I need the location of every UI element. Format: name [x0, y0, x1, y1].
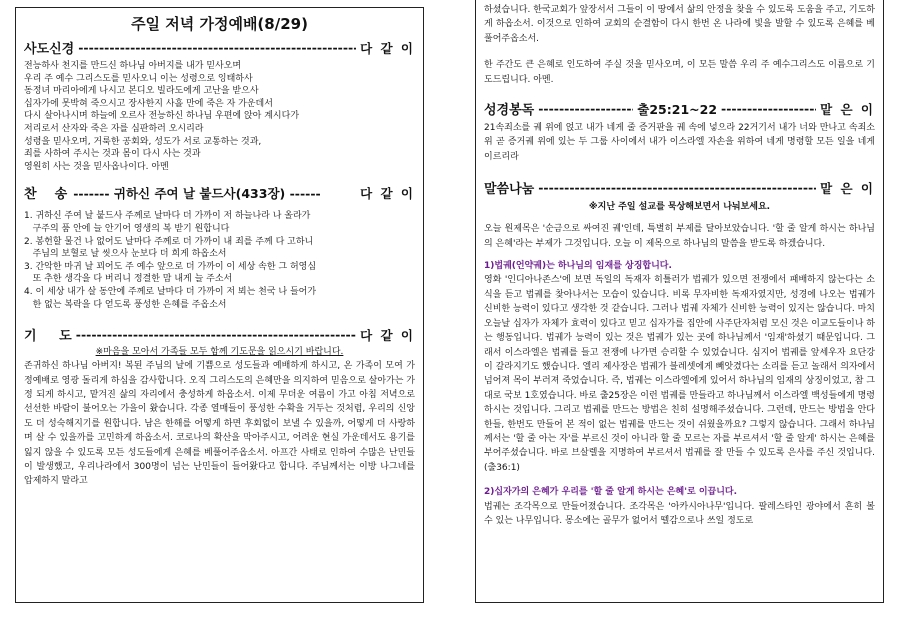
creed-line: 저리로서 산자와 죽은 자를 심판하러 오시리라 [24, 123, 204, 134]
sharing-title: 말씀나눔 [484, 182, 535, 198]
prayer-note: ※마음을 모아서 가족들 모두 함께 기도문을 읽으시기 바랍니다. [95, 347, 344, 358]
hymn-name: ------- 귀하신 주여 날 붙드사(433장) ------ [73, 185, 321, 201]
point-2-heading: 2)십자가의 은혜가 우리를 '할 줄 알게 하시는 은혜'로 이끕니다. [484, 487, 738, 498]
hymn-line: 구주의 품 안에 늘 안기어 영생의 복 받기 원합니다 [24, 223, 230, 234]
hymn-role: 다 같 이 [360, 185, 415, 201]
hymn-line: 2. 봉헌할 물건 나 없어도 날마다 주께로 더 가까이 내 죄를 주께 다 고하니 [24, 236, 314, 247]
creed-title: 사도신경 [24, 42, 75, 57]
creed-line: 동정녀 마리아에게 나시고 본디오 빌라도에게 고난을 받으사 [24, 86, 259, 97]
reading-role: 맡 은 이 [820, 101, 875, 117]
heading-rule [76, 327, 356, 342]
prayer-continued: 하셨습니다. 한국교회가 앞장서서 그들이 이 땅에서 삶의 안정을 찾을 수 있도록 도움을 주고, 기도하게 하옵소서. 이것으로 인하여 교회의 순결함이 다시 한번 온 나라에 빛을 발할 수 있도록 은혜를 베풀어주옵소서. [484, 5, 875, 44]
point-1-heading: 1)법궤(언약궤)는 하나님의 임재를 상징합니다. [484, 261, 672, 272]
reading-title: 성경봉독 [484, 103, 535, 119]
hymn-line: 주님의 보혈로 날 씻으사 눈보다 더 희게 하옵소서 [24, 249, 227, 260]
sharing-role: 맡 은 이 [820, 180, 875, 196]
creed-line: 성령을 믿사오며, 거룩한 공회와, 성도가 서로 교통하는 것과, [24, 136, 262, 147]
creed-line: 우리 주 예수 그리스도를 믿사오니 이는 성령으로 잉태하사 [24, 73, 253, 84]
hymn-line: 한 없는 복락을 다 얻도록 풍성한 은혜를 주옵소서 [24, 299, 227, 310]
creed-line: 다시 살아나시며 하늘에 오르사 전능하신 하나님 우편에 앉아 계시다가 [24, 111, 300, 122]
hymn-title: 찬 송 [24, 187, 68, 203]
heading-rule [78, 40, 356, 55]
sharing-heading [484, 178, 875, 197]
page-title: 주일 저녁 가정예배(8/29) [131, 15, 308, 33]
creed-line: 십자가에 못박혀 죽으시고 장사한지 사흘 만에 죽은 자 가운데서 [24, 98, 273, 109]
prayer-heading [24, 325, 415, 344]
prayer-text: 존귀하신 하나님 아버지! 복된 주님의 날에 기쁨으로 성도들과 예배하게 하시고, 온 가족이 모여 가정예배로 영광 돌리게 하심을 감사합니다. 오직 그리스도의 은혜만을 의지하여 믿음으로 살아가는 가정 되게 하시고, 맡겨진 삶의 자리에서 충성하게 하옵소서. 이제 무더운 여름이 가고 아침 저녁으로 선선한 바람이 불어오는 가을이 왔습니다. 각종 열매들이 풍성한 수확을 거두는 것처럼, 우리의 신앙도 더 성숙해지기를 원합니다. 남은 한해를 어떻게 하면 후회없이 보낼 수 있을까, 어떻게 더 사랑하며 살 수 있을까를 고민하게 하옵소서. 코로나의 확산을 막아주시고, 어려운 현실 가운데서도 용기를 잃지 않을 수 있도록 모든 성도들에게 은혜를 베풀어주옵소서. 아프간 사태로 인하여 수많은 난민들이 발생했고, 우리나라에서 300명이 넘는 난민들이 들어왔다고 합니다. 주님께서는 이방 나그네를 압제하지 말라고 [24, 361, 415, 487]
point-2-text: 법궤는 조각목으로 만들어졌습니다. 조각목은 '아카시아나무'입니다. 팔레스타인 광야에서 흔히 볼 수 있는 나무입니다. 몽소에는 골무가 없어서 뗄감으로나 쓰일 정도로 [484, 501, 875, 526]
heading-rule [538, 180, 816, 195]
creed-line: 영원히 사는 것을 믿사옵나이다. 아멘 [24, 161, 169, 172]
reading-text: 21속죄소를 궤 위에 얹고 내가 네게 줄 증거판을 궤 속에 넣으라 22거기서 내가 너와 만나고 속죄소 위 곧 증거궤 위에 있는 두 그룹 사이에서 내가 이스라엘 자손을 위하여 네게 명령할 모든 일을 네게 이르리라 [484, 123, 875, 162]
creed-role: 다 같 이 [360, 40, 415, 56]
hymn-line: 1. 귀하신 주여 날 붙드사 주께로 날마다 더 가까이 저 하늘나라 나 올라가 [24, 211, 311, 222]
right-page [475, 0, 884, 603]
left-page [15, 7, 424, 603]
reading-heading [484, 99, 875, 118]
hymn-heading [24, 183, 415, 202]
creed-text [24, 60, 415, 173]
creed-line: 죄를 사하여 주시는 것과 몸이 다시 사는 것과 [24, 149, 201, 160]
heading-rule [538, 101, 633, 116]
hymn-text [24, 210, 415, 311]
creed-heading [24, 38, 415, 57]
hymn-line: 4. 이 세상 내가 살 동안에 주께로 날마다 더 가까이 저 뵈는 천국 나 들어가 [24, 286, 317, 297]
sharing-note: ※지난 주일 설교를 묵상해보면서 나눠보세요. [588, 202, 771, 213]
heading-rule [721, 101, 816, 116]
hymn-line: 3. 간악한 마귀 날 꾀어도 주 예수 앞으로 더 가까이 이 세상 속한 그 허영심 [24, 261, 317, 272]
prayer-closing: 한 주간도 큰 은혜로 인도하여 주실 것을 믿사오며, 이 모든 말씀 우리 주 예수그리스도 이름으로 기도드립니다. 아멘. [484, 60, 875, 85]
point-1-text: 영화 '인디아나존스'에 보면 독일의 독재자 히틀러가 법궤가 있으면 전쟁에서 패배하지 않는다는 소식을 듣고 법궤를 찾아나서는 모습이 있습니다. 비록 무자비한 독재자였지만, 성경에 나오는 법궤가 신비한 능력이 있다고 생각한 것 같습니다. 그러나 법궤 자체가 신비한 능력이 있지는 않습니다. 마치 오늘날 십자가 자체가 효력이 있다고 믿고 십자가를 집안에 사주단자처럼 모신 것은 이교도들이나 하는 행동입니다. 법궤가 능력이 있는 것은 법궤가 있는 곳에 하나님께서 '임재'하셨기 때문입니다. 그래서 이스라엘은 법궤를 들고 전쟁에 나가면 승리할 수 있었습니다. 심지어 법궤를 앞세우자 요단강이 갈라지기도 했습니다. 엘리 제사장은 법궤가 블레셋에게 빼앗겼다는 소리를 듣고 놀래서 의자에서 넘어져 목이 부러져 죽었습니다. 즉, 법궤는 이스라엘에게 있어서 하나님의 임재의 상징이었고, 참 그대로 국보 1호였습니다. 바로 출25장은 이런 법궤를 만들라고 하나님께서 이스라엘 백성들에게 명령하시는 것입니다. 그리고 법궤를 만드는 방법은 친히 설명해주셨습니다. 그런데, 만드는 방법을 안다 한들, 한번도 만들어 본 적이 없는 법궤를 만드는 것이 쉬웠을까요? 그렇지 않습니다. 그래서 하나님께서는 '할 줄 아는 자'를 부르신 것이 아니라 할 줄 모르는 자를 부르셔서 '할 줄 알게' 하시는 은혜를 부어주셨습니다. 바로 브살렐을 지명하여 부르셔서 법궤를 잘 만들 수 있도록 은사를 주신 것입니다.(출36:1) [484, 275, 875, 473]
creed-line: 전능하사 천지를 만드신 하나님 아버지를 내가 믿사오며 [24, 61, 242, 71]
prayer-role: 다 같 이 [360, 327, 415, 343]
reading-reference: 출25:21~22 [637, 101, 718, 117]
prayer-title: 기 도 [24, 329, 72, 345]
hymn-line: 또 추한 생각을 다 버리니 정결한 맘 내게 늘 주소서 [24, 274, 233, 285]
sharing-intro: 오늘 원제목은 '순금으로 싸여진 궤'인데, 특별히 부제를 달아보았습니다. '할 줄 알게 하시는 하나님의 은혜'라는 부제가 그것입니다. 오늘 이 제목으로 하나님의 말씀을 받도록 하겠습니다. [484, 224, 875, 249]
